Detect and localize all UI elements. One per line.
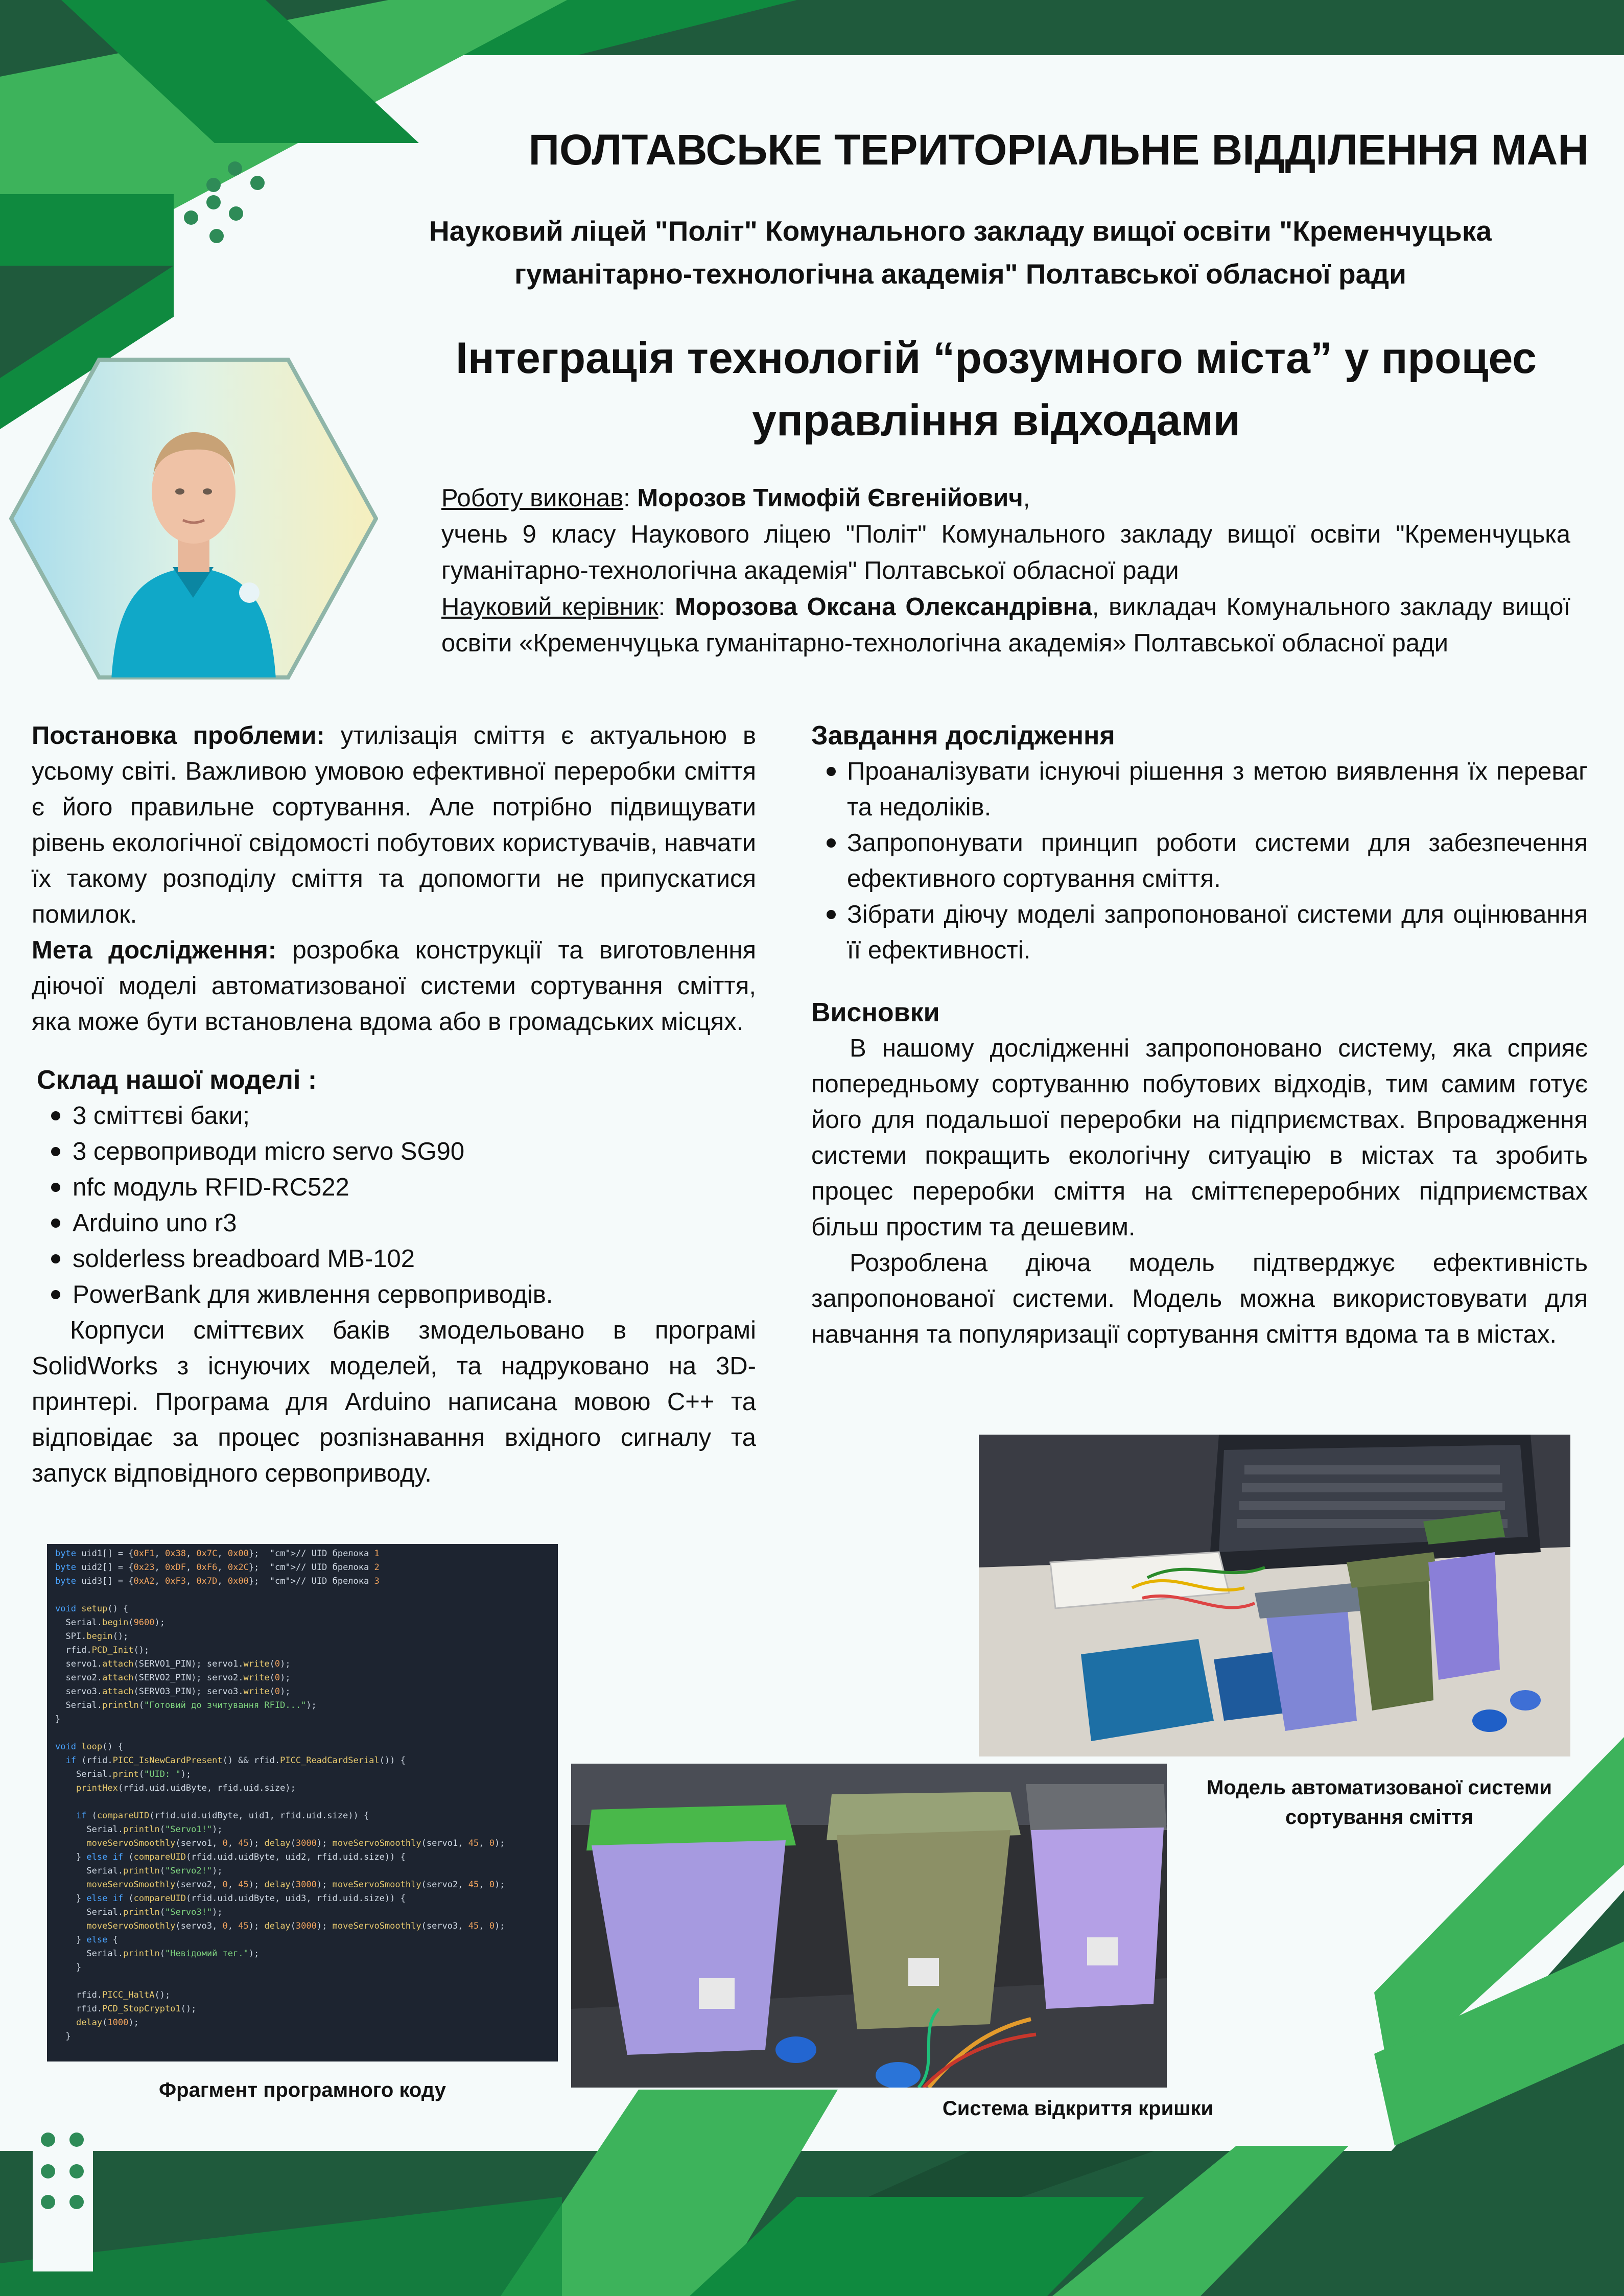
list-item: solderless breadboard MB-102 xyxy=(32,1241,756,1277)
list-item: Arduino uno r3 xyxy=(32,1205,756,1241)
code-caption: Фрагмент програмного коду xyxy=(159,2079,446,2101)
title-line-1: Інтеграція технологій “розумного міста” у процес xyxy=(455,334,1537,383)
tasks-list xyxy=(811,754,1588,968)
lyceum-line-1: Науковий ліцей "Політ" Комунального закладу вищої освіти "Кременчуцька xyxy=(429,215,1492,247)
lid-caption: Система відкриття кришки xyxy=(942,2097,1214,2120)
author-photo xyxy=(9,358,378,680)
conclusions-heading: Висновки xyxy=(811,998,940,1027)
author-description: учень 9 класу Наукового ліцею "Політ" Комунального закладу вищої освіти "Кременчуцька гуманітарно-технологічна академія" Полтавської обласної ради xyxy=(441,521,1570,584)
list-item: Запропонувати принцип роботи системи для забезпечення ефективного сортування сміття. xyxy=(811,825,1588,897)
list-item: 3 сервоприводи micro servo SG90 xyxy=(32,1134,756,1169)
model-caption-line-2: сортування сміття xyxy=(1285,1806,1473,1829)
lid-system-photo xyxy=(571,1764,1167,2088)
author-line: Роботу виконав: Морозов Тимофій Євгенійович, xyxy=(441,484,1030,512)
left-column xyxy=(32,718,756,1491)
poster-title xyxy=(398,327,1594,452)
model-components-list xyxy=(32,1098,756,1313)
organization-heading: ПОЛТАВСЬКЕ ТЕРИТОРІАЛЬНЕ ВІДДІЛЕННЯ МАН xyxy=(528,126,1589,174)
goal-paragraph xyxy=(32,932,756,1040)
authors-block xyxy=(441,480,1570,662)
code-listing: byte uid1[] = {0xF1, 0x38, 0x7C, 0x00}; "cm">// UID брелока 1 byte uid2[] = {0x23, 0xDF, 0xF6, 0x2C}; "cm">// UID брелока 2 byte uid3[] = {0xA2, 0xF3, 0x7D, 0x00}; "cm">// UID брелока 3 void setup() { Serial.begin(9600); SPI.begin(); rfid.PCD_Init(); servo1.attach(SERVO1_PIN); servo1.write(0); servo2.attach(SERVO2_PIN); servo2.write(0); servo3.attach(SERVO3_PIN); servo3.write(0); Serial.println("Готовий до зчитування RFID..."); } void loop() { if (rfid.PICC_IsNewCardPresent() && rfid.PICC_ReadCardSerial()) { Serial.print("UID: "); printHex(rfid.uid.uidByte, rfid.uid.size); if (compareUID(rfid.uid.uidByte, uid1, rfid.uid.size)) { Serial.println("Servo1!"); moveServoSmoothly(servo1, 0, 45); delay(3000); moveServoSmoothly(servo1, 45, 0); } else if (compareUID(rfid.uid.uidByte, uid2, rfid.uid.size)) { Serial.println("Servo2!"); moveServoSmoothly(servo2, 0, 45); delay(3000); moveServoSmoothly(servo2, 45, 0); } else if (compareUID(rfid.uid.uidByte, uid3, rfid.uid.size)) { Serial.println("Servo3!"); moveServoSmoothly(servo3, 0, 45); delay(3000); moveServoSmoothly(servo3, 45, 0); } else { Serial.println("Невідомий тег."); } rfid.PICC_HaltA(); rfid.PCD_StopCrypto1(); delay(1000); } xyxy=(55,1549,505,2042)
list-item: PowerBank для живлення сервоприводів. xyxy=(32,1277,756,1313)
author-name: Морозов Тимофій Євгенійович xyxy=(637,484,1023,512)
model-photo xyxy=(979,1435,1570,1756)
model-heading: Склад нашої моделі : xyxy=(37,1065,317,1095)
problem-text: утилізація сміття є актуальною в усьому світі. Важливою умовою ефективної переробки сміття є його правильне сортування. Але потрібно підвищувати рівень екологічної свідомості побутових користувачів, навчати їх такому розподілу сміття та допомогти не припускатися помилок. xyxy=(32,722,756,928)
goal-text: розробка конструкції та виготовлення діючої моделі автоматизованої системи сортування сміття, яка може бути встановлена вдома або в громадських місцях. xyxy=(32,936,756,1036)
right-column xyxy=(811,718,1588,1352)
list-item: Проаналізувати існуючі рішення з метою виявлення їх переваг та недоліків. xyxy=(811,754,1588,825)
model-caption xyxy=(1170,1773,1589,1832)
supervisor-description: , викладач Комунального закладу вищої освіти «Кременчуцька гуманітарно-технологічна академія» Полтавської обласної ради xyxy=(441,593,1571,657)
model-caption-line-1: Модель автоматизованої системи xyxy=(1207,1776,1552,1799)
title-line-2: управління відходами xyxy=(752,396,1240,445)
tasks-heading: Завдання дослідження xyxy=(811,721,1115,751)
supervisor-line: Науковий керівник: Морозова Оксана Олександрівна, викладач Комунального закладу вищої освіти «Кременчуцька гуманітарно-технологічна академія» Полтавської обласної ради xyxy=(441,593,1571,657)
list-item: nfc модуль RFID-RC522 xyxy=(32,1169,756,1205)
lyceum-line-2: гуманітарно-технологічна академія" Полтавської обласної ради xyxy=(514,258,1406,290)
list-item: Зібрати діючу моделі запропонованої системи для оцінювання її ефективності. xyxy=(811,897,1588,968)
supervisor-label: Науковий керівник xyxy=(441,593,658,621)
problem-label: Постановка проблеми: xyxy=(32,722,325,749)
problem-paragraph xyxy=(32,718,756,932)
list-item: 3 сміттєві баки; xyxy=(32,1098,756,1134)
author-label: Роботу виконав xyxy=(441,484,624,512)
conclusion-paragraph-2: Розроблена діюча модель підтверджує ефективність запропонованої системи. Модель можна використовувати для навчання та популяризації сортування сміття вдома та в містах. xyxy=(811,1249,1588,1348)
lyceum-heading xyxy=(337,209,1584,295)
model-description: Корпуси сміттєвих баків змодельовано в програмі SolidWorks з існуючих моделей, та надруковано на 3D-принтері. Програма для Arduino написана мовою C++ та відповідає за процес розпізнавання вхідного сигналу та запуск відповідного сервоприводу. xyxy=(32,1317,756,1487)
conclusion-paragraph-1: В нашому дослідженні запропоновано систему, яка сприяє попередньому сортуванню побутових відходів, тим самим готує його для подальшої переробки на підприємствах. Впровадження системи покращить екологічну ситуацію в містах та зробить процес переробки сміття на сміттєпереробних підприємствах більш простим та дешевим. xyxy=(811,1035,1588,1241)
supervisor-name: Морозова Оксана Олександрівна xyxy=(675,593,1092,621)
goal-label: Мета дослідження: xyxy=(32,936,277,964)
code-screenshot xyxy=(47,1544,558,2061)
